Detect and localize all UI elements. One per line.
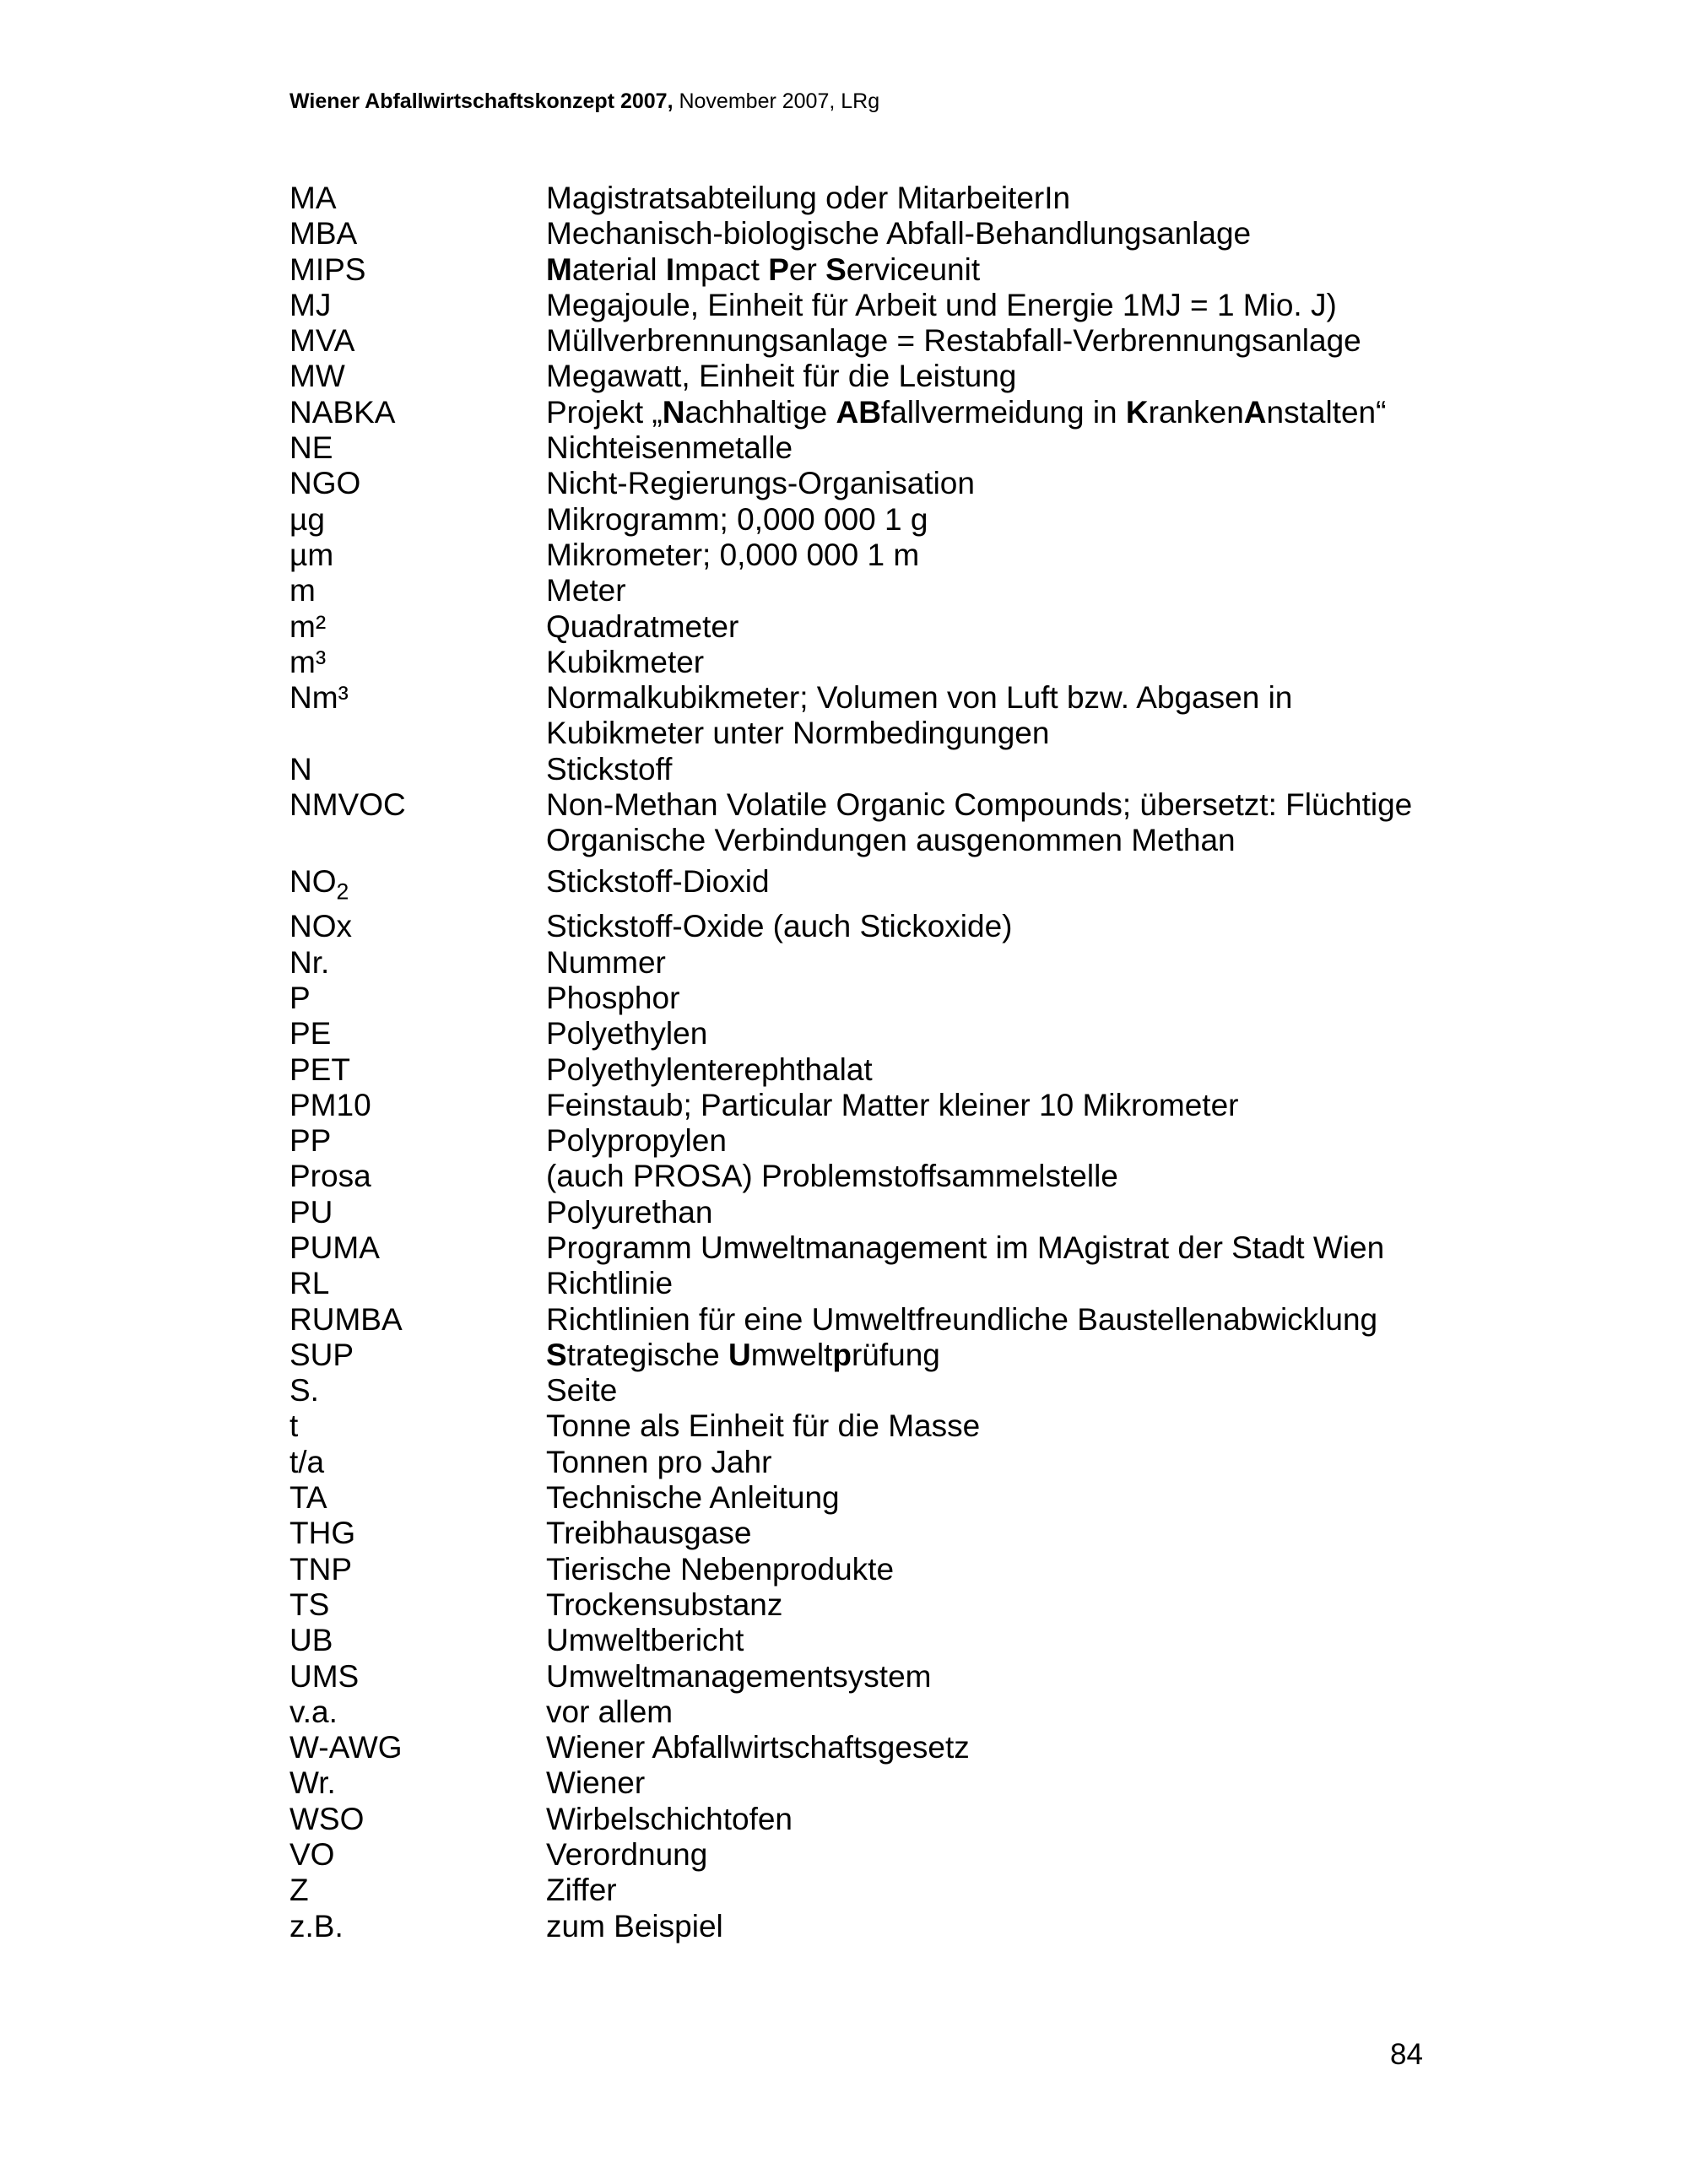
- abbreviation-definition: Magistratsabteilung oder MitarbeiterIn: [546, 181, 1071, 215]
- abbreviation-term: Nm³: [289, 680, 349, 716]
- abbreviation-definition: Meter: [546, 573, 626, 608]
- abbreviation-definition: vor allem: [546, 1694, 674, 1729]
- abbreviation-term: PP: [289, 1123, 332, 1159]
- abbreviation-term: UB: [289, 1623, 333, 1658]
- abbreviation-definition: Stickstoff-Oxide (auch Stickoxide): [546, 909, 1013, 944]
- abbreviation-term: MA: [289, 181, 337, 215]
- abbreviation-definition: Projekt „Nachhaltige ABfallvermeidung in KrankenAnstalten“: [546, 394, 1387, 430]
- abbreviation-term: RL: [289, 1266, 330, 1301]
- abbreviation-term: µg: [289, 501, 325, 537]
- abbreviation-definition: Tierische Nebenprodukte: [546, 1551, 895, 1587]
- abbreviation-definition: Treibhausgase: [546, 1516, 752, 1551]
- abbreviation-definition: Megajoule, Einheit für Arbeit und Energie 1MJ = 1 Mio. J): [546, 287, 1337, 322]
- abbreviation-term: PU: [289, 1194, 333, 1230]
- abbreviation-term: z.B.: [289, 1908, 344, 1943]
- abbreviation-definition: Megawatt, Einheit für die Leistung: [546, 359, 1017, 394]
- abbreviation-row: [289, 609, 1454, 645]
- abbreviation-definition: Non-Methan Volatile Organic Compounds; übersetzt: Flüchtige Organische Verbindungen ausgenommen Methan: [546, 787, 1413, 858]
- abbreviation-row: [289, 864, 1454, 910]
- abbreviation-definition: Polypropylen: [546, 1123, 727, 1159]
- abbreviation-row: [289, 216, 1454, 251]
- abbreviation-term: m³: [289, 644, 327, 679]
- abbreviation-definition: Mikrometer; 0,000 000 1 m: [546, 537, 920, 572]
- abbreviation-term: NABKA: [289, 394, 396, 430]
- abbreviation-row: [289, 1373, 1454, 1408]
- abbreviation-term: VO: [289, 1837, 335, 1873]
- abbreviation-definition: Wirbelschichtofen: [546, 1801, 793, 1836]
- abbreviation-term: PUMA: [289, 1230, 380, 1265]
- abbreviation-term: P: [289, 980, 311, 1015]
- abbreviation-term: MIPS: [289, 251, 366, 287]
- abbreviation-row: [289, 1873, 1454, 1908]
- abbreviation-definition: Technische Anleitung: [546, 1480, 840, 1516]
- abbreviation-term: Z: [289, 1873, 309, 1908]
- abbreviation-row: [289, 909, 1454, 944]
- abbreviation-definition: Richtlinien für eine Umweltfreundliche Baustellenabwicklung: [546, 1301, 1378, 1337]
- abbreviation-definition: Normalkubikmeter; Volumen von Luft bzw. Abgasen in Kubikmeter unter Normbedingungen: [546, 680, 1293, 751]
- abbreviation-row: [289, 1516, 1454, 1551]
- page-number: 84: [1390, 2038, 1423, 2071]
- abbreviation-definition: Strategische Umweltprüfung: [546, 1337, 940, 1372]
- abbreviation-row: [289, 752, 1454, 787]
- abbreviation-definition: Feinstaub; Particular Matter kleiner 10 Mikrometer: [546, 1087, 1239, 1122]
- abbreviation-definition: Nichteisenmetalle: [546, 430, 793, 466]
- abbreviation-term: S.: [289, 1373, 319, 1408]
- abbreviation-row: [289, 1659, 1454, 1695]
- abbreviation-row: [289, 1909, 1454, 1944]
- abbreviation-term: m²: [289, 608, 327, 644]
- abbreviation-term: $NO_2$: [289, 863, 349, 905]
- abbreviation-row: [289, 1587, 1454, 1623]
- abbreviation-definition: Tonnen pro Jahr: [546, 1444, 772, 1479]
- abbreviation-row: [289, 1730, 1454, 1765]
- abbreviation-term: t/a: [289, 1444, 325, 1479]
- abbreviation-term: SUP: [289, 1337, 354, 1372]
- abbreviation-definition: Polyethylenterephthalat: [546, 1051, 873, 1087]
- abbreviation-term: PE: [289, 1016, 332, 1051]
- abbreviation-definition: Verordnung: [546, 1837, 708, 1873]
- abbreviation-row: [289, 1765, 1454, 1801]
- abbreviation-term: MW: [289, 359, 345, 394]
- abbreviation-term: PM10: [289, 1087, 371, 1122]
- abbreviation-term: NMVOC: [289, 787, 406, 823]
- abbreviation-definition: Wiener: [546, 1765, 646, 1801]
- abbreviation-row: [289, 538, 1454, 573]
- abbreviation-row: [289, 645, 1454, 680]
- abbreviation-row: [289, 1016, 1454, 1051]
- abbreviation-row: [289, 787, 1454, 859]
- abbreviation-term: Prosa: [289, 1159, 371, 1194]
- abbreviation-definition: Polyurethan: [546, 1194, 713, 1230]
- abbreviation-definition: Polyethylen: [546, 1016, 708, 1051]
- abbreviation-definition: Material Impact Per Serviceunit: [546, 251, 981, 287]
- abbreviation-term: NE: [289, 430, 333, 466]
- abbreviation-row: [289, 1159, 1454, 1194]
- abbreviation-definition: Seite: [546, 1373, 618, 1408]
- abbreviation-term: WSO: [289, 1801, 365, 1836]
- abbreviation-definition: Umweltmanagementsystem: [546, 1658, 932, 1694]
- abbreviation-definition: Nummer: [546, 944, 666, 980]
- abbreviation-row: [289, 288, 1454, 323]
- abbreviation-row: [289, 1123, 1454, 1159]
- abbreviation-row: [289, 181, 1454, 216]
- abbreviation-term: PET: [289, 1051, 350, 1087]
- abbreviation-row: [289, 1052, 1454, 1088]
- abbreviation-row: [289, 680, 1454, 752]
- abbreviation-term: MJ: [289, 287, 332, 322]
- abbreviation-row: [289, 466, 1454, 501]
- abbreviation-term: MVA: [289, 323, 355, 359]
- abbreviation-row: [289, 502, 1454, 538]
- abbreviation-definition: Stickstoff-Dioxid: [546, 863, 770, 899]
- running-header: [289, 89, 879, 114]
- abbreviation-row: [289, 252, 1454, 288]
- abbreviation-row: [289, 1088, 1454, 1123]
- abbreviation-row: [289, 1408, 1454, 1444]
- abbreviation-term: v.a.: [289, 1694, 338, 1729]
- header-title: Wiener Abfallwirtschaftskonzept 2007,: [289, 89, 674, 113]
- abbreviation-term: Wr.: [289, 1765, 336, 1801]
- abbreviation-term: NOx: [289, 909, 352, 944]
- abbreviation-row: [289, 981, 1454, 1016]
- abbreviation-term: TNP: [289, 1551, 352, 1587]
- abbreviation-term: µm: [289, 537, 334, 572]
- abbreviation-definition: Umweltbericht: [546, 1623, 744, 1658]
- abbreviation-row: [289, 1445, 1454, 1480]
- abbreviation-row: [289, 1552, 1454, 1587]
- abbreviation-definition: Trockensubstanz: [546, 1587, 783, 1622]
- abbreviation-term: m: [289, 573, 316, 608]
- abbreviation-row: [289, 1230, 1454, 1266]
- abbreviation-row: [289, 359, 1454, 394]
- abbreviation-definition: Müllverbrennungsanlage = Restabfall-Verbrennungsanlage: [546, 323, 1361, 359]
- abbreviation-term: t: [289, 1408, 299, 1444]
- abbreviation-definition: Mikrogramm; 0,000 000 1 g: [546, 501, 928, 537]
- abbreviation-term: MBA: [289, 216, 358, 251]
- abbreviation-row: [289, 1623, 1454, 1658]
- abbreviation-definition: Kubikmeter: [546, 644, 705, 679]
- abbreviation-term: N: [289, 751, 312, 787]
- abbreviation-definition: Phosphor: [546, 980, 680, 1015]
- abbreviation-row: [289, 1338, 1454, 1373]
- abbreviation-term: RUMBA: [289, 1301, 403, 1337]
- abbreviation-row: [289, 395, 1454, 430]
- abbreviation-row: [289, 323, 1454, 359]
- abbreviation-row: [289, 1802, 1454, 1837]
- abbreviation-row: [289, 1480, 1454, 1516]
- header-date-author: November 2007, LRg: [673, 89, 880, 113]
- abbreviation-term: Nr.: [289, 944, 330, 980]
- abbreviation-row: [289, 1695, 1454, 1730]
- abbreviation-term: TA: [289, 1480, 327, 1516]
- abbreviation-row: [289, 1266, 1454, 1301]
- abbreviation-definition: Programm Umweltmanagement im MAgistrat der Stadt Wien: [546, 1230, 1385, 1265]
- abbreviation-definition: Richtlinie: [546, 1266, 674, 1301]
- abbreviation-definition: Tonne als Einheit für die Masse: [546, 1408, 981, 1444]
- abbreviation-term: NGO: [289, 466, 361, 501]
- abbreviation-list: [289, 181, 1454, 1944]
- abbreviation-definition: Quadratmeter: [546, 608, 739, 644]
- abbreviation-definition: Nicht-Regierungs-Organisation: [546, 466, 975, 501]
- abbreviation-row: [289, 945, 1454, 981]
- abbreviation-definition: zum Beispiel: [546, 1908, 723, 1943]
- abbreviation-definition: Wiener Abfallwirtschaftsgesetz: [546, 1730, 970, 1765]
- abbreviation-row: [289, 1302, 1454, 1338]
- abbreviation-term: UMS: [289, 1658, 360, 1694]
- abbreviation-row: [289, 1195, 1454, 1230]
- abbreviation-row: [289, 430, 1454, 466]
- abbreviation-term: W-AWG: [289, 1730, 403, 1765]
- abbreviation-definition: Stickstoff: [546, 751, 673, 787]
- abbreviation-definition: Ziffer: [546, 1873, 617, 1908]
- abbreviation-term: THG: [289, 1516, 356, 1551]
- abbreviation-row: [289, 573, 1454, 608]
- abbreviation-definition: Mechanisch-biologische Abfall-Behandlungsanlage: [546, 216, 1252, 251]
- abbreviation-term: TS: [289, 1587, 330, 1622]
- abbreviation-definition: (auch PROSA) Problemstoffsammelstelle: [546, 1159, 1118, 1194]
- abbreviation-row: [289, 1837, 1454, 1873]
